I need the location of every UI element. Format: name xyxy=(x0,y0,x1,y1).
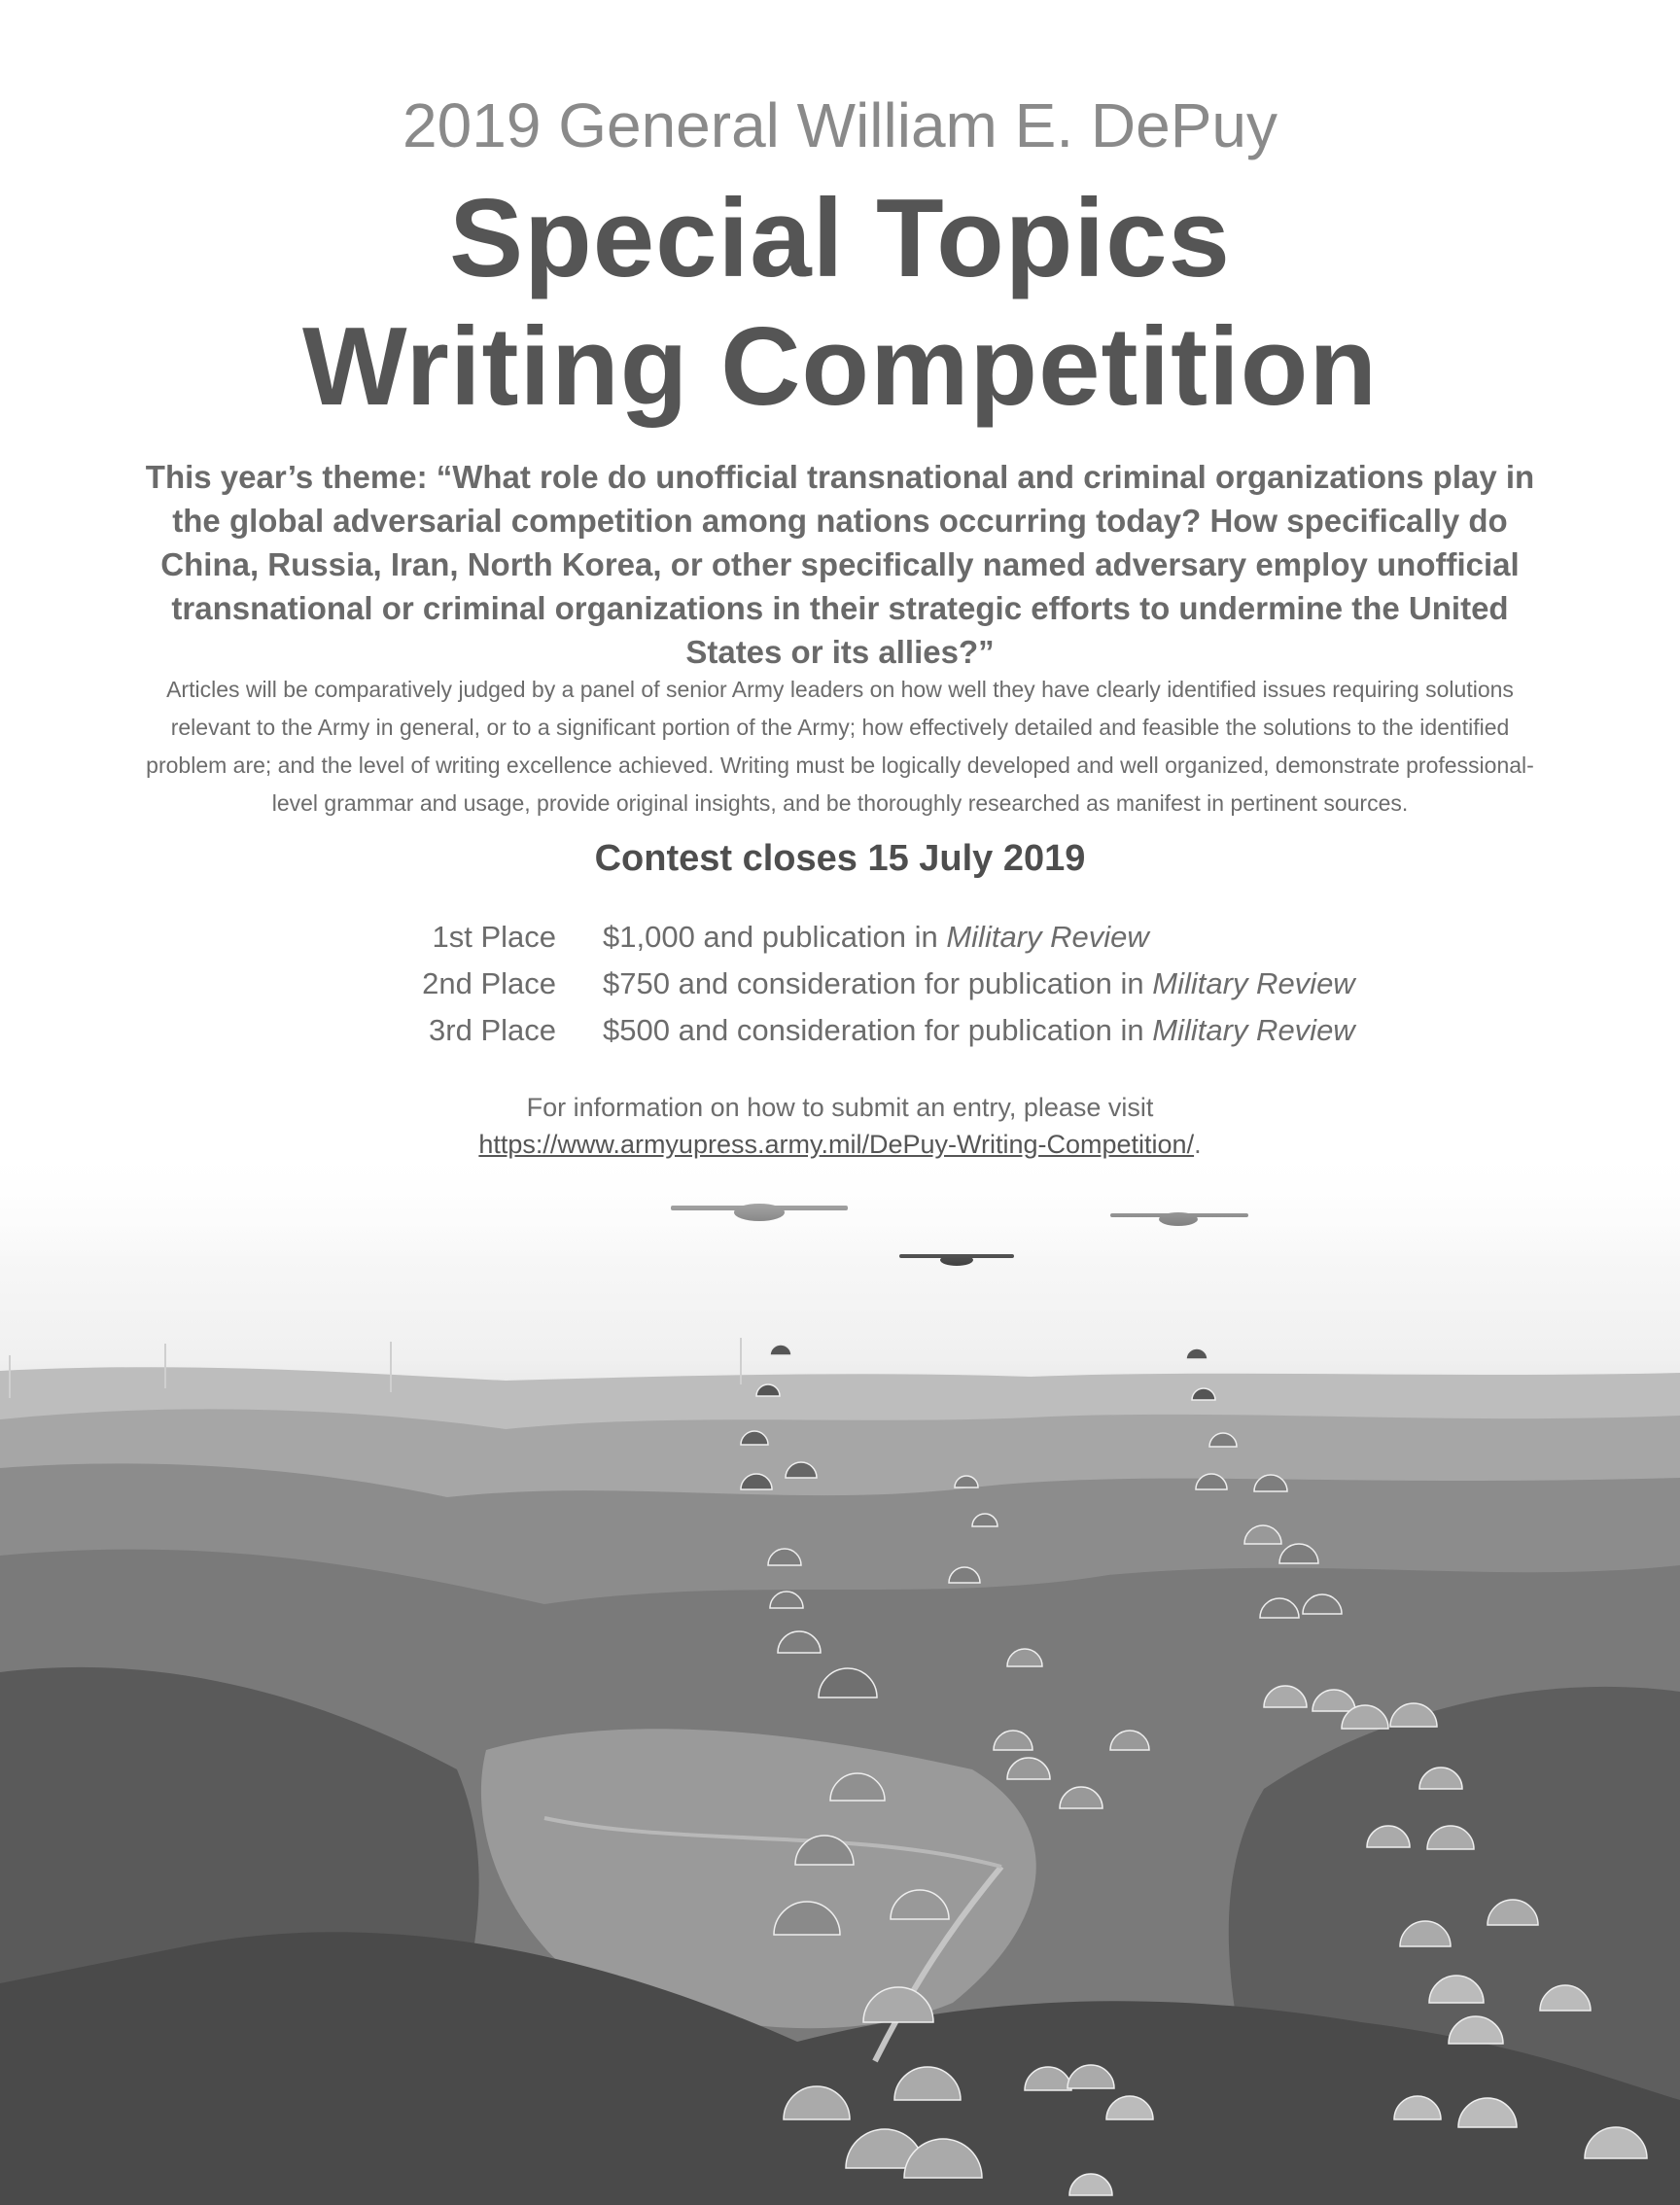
submission-info-text: For information on how to submit an entry, please visit xyxy=(526,1093,1154,1122)
url-suffix: . xyxy=(1194,1130,1202,1159)
contest-deadline: Contest closes 15 July 2019 xyxy=(594,838,1086,879)
prize-text: $1,000 and publication in xyxy=(603,920,947,954)
competition-supertitle: 2019 General William E. DePuy xyxy=(402,90,1278,160)
prize-text: $750 and consideration for publication in xyxy=(603,966,1153,1000)
prize-place: 1st Place xyxy=(432,920,556,954)
prize-place: 3rd Place xyxy=(429,1013,556,1047)
submission-link-line xyxy=(0,1126,1680,1163)
prize-description xyxy=(603,966,1355,1001)
competition-title xyxy=(0,175,1680,432)
title-line-1: Special Topics xyxy=(449,177,1231,300)
prize-row-first xyxy=(408,914,1381,961)
publication-name: Military Review xyxy=(946,920,1149,954)
submission-url-link[interactable]: https://www.armyupress.army.mil/DePuy-Writing-Competition/ xyxy=(478,1130,1195,1159)
title-line-2: Writing Competition xyxy=(301,305,1379,429)
publication-name: Military Review xyxy=(1152,966,1355,1000)
competition-theme: This year’s theme: “What role do unofficial transnational and criminal organizations play in the global adversarial competition among nations occurring today? How specifically do China, Russia, Iran, North Korea, or other specifically named adversary employ unofficial transnational or criminal organizations in their strategic efforts to undermine the United States or its allies?” xyxy=(145,459,1535,670)
prize-description xyxy=(603,920,1149,955)
prize-list xyxy=(408,914,1381,1054)
publication-name: Military Review xyxy=(1152,1013,1355,1047)
submission-info xyxy=(0,1089,1680,1163)
prize-description xyxy=(603,1013,1355,1048)
prize-row-second xyxy=(408,961,1381,1007)
judging-criteria: Articles will be comparatively judged by a panel of senior Army leaders on how well they have clearly identified issues requiring solutions relevant to the Army in general, or to a significant portion of the Army; how effectively detailed and feasible the solutions to the identified problem are; and the level of writing excellence achieved. Writing must be logically developed and well organized, demonstrate professional-level grammar and usage, provide original insights, and be thoroughly researched as manifest in pertinent sources. xyxy=(146,677,1534,816)
prize-place: 2nd Place xyxy=(422,966,556,1000)
airborne-drop-photo xyxy=(0,1147,1680,2205)
prize-text: $500 and consideration for publication in xyxy=(603,1013,1153,1047)
prize-row-third xyxy=(408,1007,1381,1054)
